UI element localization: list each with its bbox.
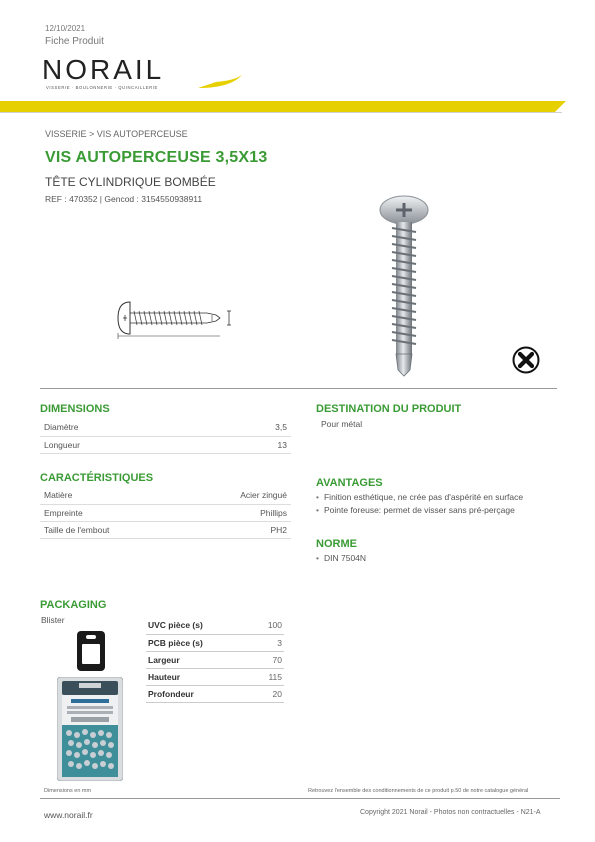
dimensions-title: DIMENSIONS <box>40 403 110 415</box>
website-link[interactable]: www.norail.fr <box>44 810 93 820</box>
list-item: • Pointe foreuse: permet de visser sans pré-perçage <box>316 504 561 517</box>
table-row <box>40 521 291 538</box>
logo-swoosh-icon <box>194 58 249 90</box>
packaging-value: 70 <box>256 651 284 668</box>
packaging-label: UVC pièce (s) <box>146 617 256 634</box>
characteristic-value: PH2 <box>184 521 291 538</box>
destination-title: DESTINATION DU PRODUIT <box>316 403 462 415</box>
table-row <box>146 617 284 634</box>
characteristics-title: CARACTÉRISTIQUES <box>40 472 154 484</box>
product-reference: REF : 470352 | Gencod : 3154550938911 <box>45 194 203 204</box>
table-row <box>40 436 291 453</box>
packaging-title: PACKAGING <box>40 599 107 611</box>
dimension-label: Longueur <box>40 436 213 453</box>
header-band-corner <box>555 101 566 112</box>
packaging-label: PCB pièce (s) <box>146 634 256 651</box>
characteristic-label: Taille de l'embout <box>40 521 184 538</box>
blister-pack-icon <box>76 630 106 672</box>
dimension-label: Diamètre <box>40 419 213 436</box>
standard-title: NORME <box>316 538 357 550</box>
product-subtitle: TÊTE CYLINDRIQUE BOMBÉE <box>45 175 216 189</box>
characteristics-table <box>40 487 291 539</box>
table-row <box>40 419 291 436</box>
breadcrumb: VISSERIE > VIS AUTOPERCEUSE <box>45 129 188 139</box>
header-band <box>0 101 555 112</box>
dimension-value: 13 <box>213 436 291 453</box>
packaging-value: 3 <box>256 634 284 651</box>
product-title: VIS AUTOPERCEUSE 3,5X13 <box>45 149 268 166</box>
table-row <box>40 504 291 521</box>
advantages-title: AVANTAGES <box>316 477 383 489</box>
dimension-value: 3,5 <box>213 419 291 436</box>
packaging-label: Profondeur <box>146 685 256 702</box>
document-type: Fiche Produit <box>45 36 104 47</box>
packaging-label: Largeur <box>146 651 256 668</box>
packaging-type: Blister <box>41 615 65 625</box>
brand-tagline: VISSERIE · BOULONNERIE · QUINCAILLERIE <box>46 85 158 90</box>
packaging-label: Hauteur <box>146 668 256 685</box>
table-row <box>146 651 284 668</box>
section-divider <box>40 388 557 389</box>
footer-divider <box>40 798 560 799</box>
header-divider <box>0 112 562 113</box>
document-date: 12/10/2021 <box>45 24 86 33</box>
characteristic-value: Phillips <box>184 504 291 521</box>
advantages-list <box>316 491 561 517</box>
characteristic-label: Empreinte <box>40 504 184 521</box>
characteristic-label: Matière <box>40 487 184 504</box>
phillips-drive-icon <box>512 346 540 374</box>
table-row <box>146 634 284 651</box>
destination-text: Pour métal <box>321 419 363 429</box>
screw-photo-icon <box>370 188 440 380</box>
dimensions-unit-note: Dimensions en mm <box>44 788 92 794</box>
packaging-value: 115 <box>256 668 284 685</box>
packaging-value: 20 <box>256 685 284 702</box>
table-row <box>146 685 284 702</box>
catalog-note: Retrouvez l'ensemble des conditionnements de ce produit p.50 de notre catalogue général <box>308 788 529 794</box>
characteristic-value: Acier zingué <box>184 487 291 504</box>
blister-photo-icon <box>57 677 123 781</box>
table-row <box>146 668 284 685</box>
list-item: • DIN 7504N <box>316 552 366 565</box>
list-item: • Finition esthétique, ne crée pas d'aspérité en surface <box>316 491 561 504</box>
dimensions-table <box>40 419 291 454</box>
table-row <box>40 487 291 504</box>
copyright-text: Copyright 2021 Norail - Photos non contractuelles - N21-A <box>360 809 541 816</box>
screw-drawing-icon <box>112 298 242 340</box>
standard-list <box>316 552 366 565</box>
packaging-value: 100 <box>256 617 284 634</box>
brand-name: NORAIL <box>42 54 165 85</box>
packaging-table <box>146 617 284 703</box>
